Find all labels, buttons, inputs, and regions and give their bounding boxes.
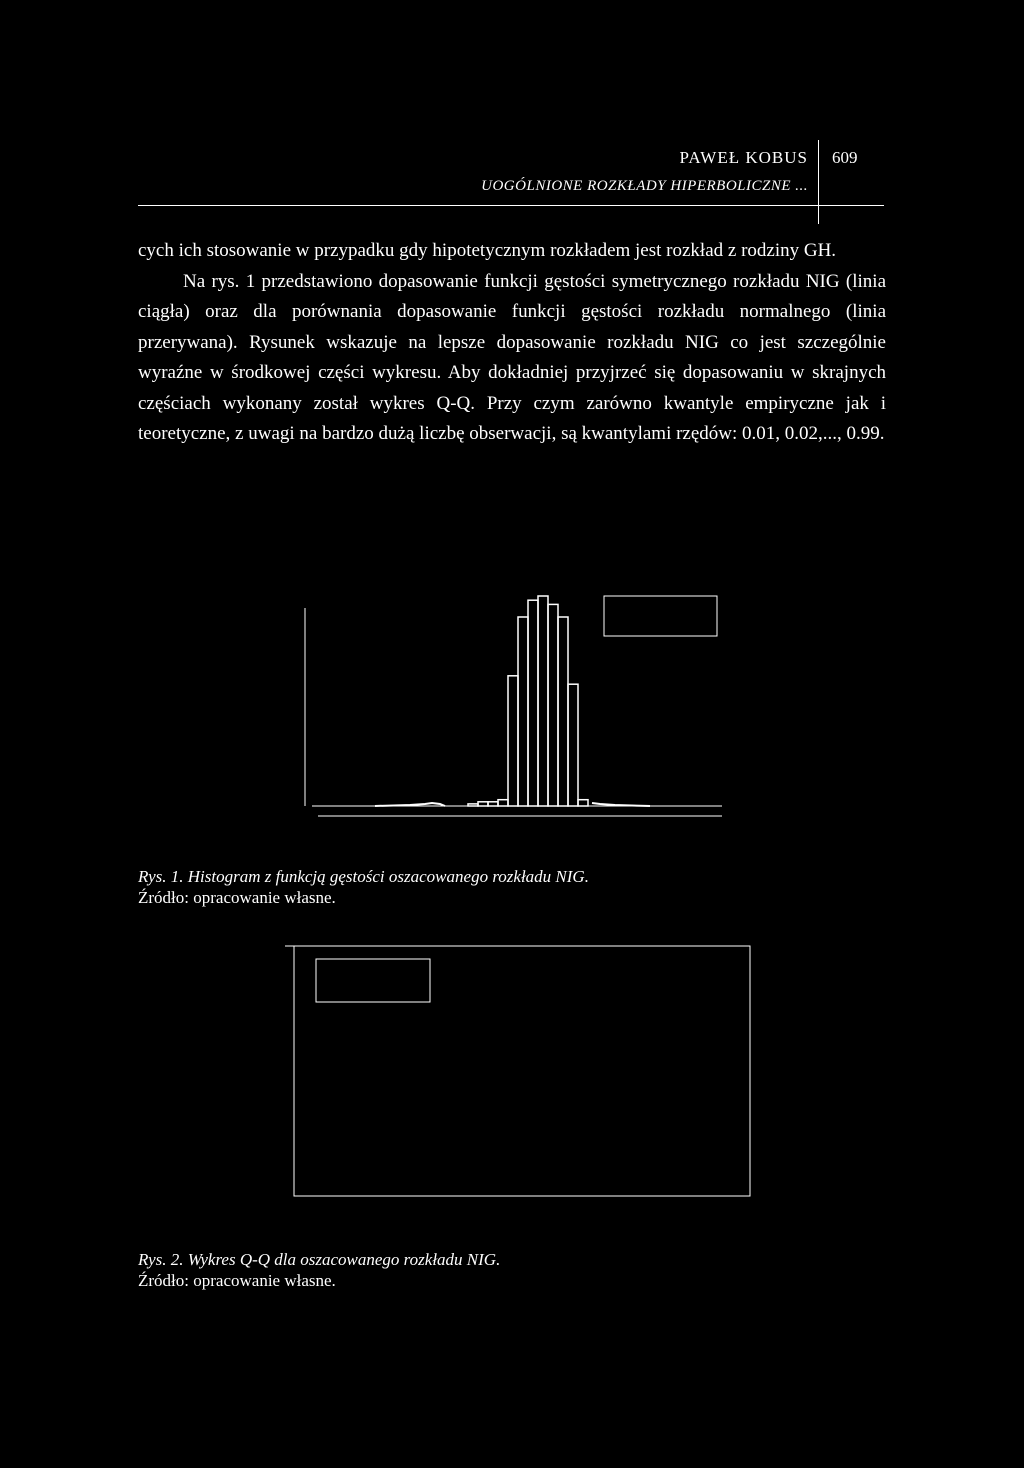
fig2-plot-frame: [294, 946, 750, 1196]
paragraph-2: Na rys. 1 przedstawiono dopasowanie funkcji gęstości symetrycznego rozkładu NIG (linia ciągła) oraz dla porównania dopasowanie funkcji gęstości rozkładu normalnego (linia przerywana). Rysunek wskazuje na lepsze dopasowanie rozkładu NIG co jest szczególnie wyraźne w środkowej części wykresu. Aby dokładniej przyjrzeć się dopasowaniu w skrajnych częściach wykonany został wykres Q-Q. Przy czym zarówno kwantyle empiryczne jak i teoretyczne, z uwagi na bardzo dużą liczbę obserwacji, są kwantylami rzędów: 0.01, 0.02,..., 0.99.: [138, 270, 886, 444]
figure-2-source: Źródło: opracowanie własne.: [138, 1271, 336, 1290]
running-header-author: PAWEŁ KOBUS: [679, 148, 808, 167]
figure-1-histogram: [300, 590, 730, 820]
fig2-legend-box: [316, 959, 430, 1002]
histogram-bar: [488, 802, 498, 806]
histogram-bar: [558, 617, 568, 806]
histogram-bar: [528, 600, 538, 806]
header-horizontal-rule: [138, 205, 884, 206]
figure-2-caption-title: Wykres Q-Q dla oszacowanego rozkładu NIG.: [187, 1250, 501, 1269]
figure-2-caption: [138, 1249, 898, 1291]
histogram-bar: [568, 684, 578, 806]
figure-1-caption-title: Histogram z funkcją gęstości oszacowanego rozkładu NIG.: [187, 867, 589, 886]
figure-1-caption-label: Rys. 1.: [138, 867, 184, 886]
histogram-bar: [538, 596, 548, 806]
figure-2-qq-plot: [285, 940, 755, 1202]
page-number: 609: [832, 148, 858, 167]
figure-2-caption-label: Rys. 2.: [138, 1250, 184, 1269]
histogram-bar: [478, 802, 488, 806]
figure-1-source: Źródło: opracowanie własne.: [138, 888, 336, 907]
histogram-bar: [498, 800, 508, 806]
histogram-bar: [518, 617, 528, 806]
histogram-bar: [508, 676, 518, 806]
header-vertical-rule: [818, 140, 819, 224]
figure-1-caption: [138, 866, 898, 908]
body-text: [138, 236, 886, 450]
paragraph-1: cych ich stosowanie w przypadku gdy hipotetycznym rozkładem jest rozkład z rodziny GH.: [138, 240, 837, 261]
running-header-title: UOGÓLNIONE ROZKŁADY HIPERBOLICZNE ...: [481, 178, 808, 194]
histogram-bar: [548, 604, 558, 806]
fig1-legend-box: [604, 596, 717, 636]
fig1-bars: [468, 596, 588, 806]
histogram-bar: [578, 800, 588, 806]
histogram-bar: [468, 804, 478, 806]
